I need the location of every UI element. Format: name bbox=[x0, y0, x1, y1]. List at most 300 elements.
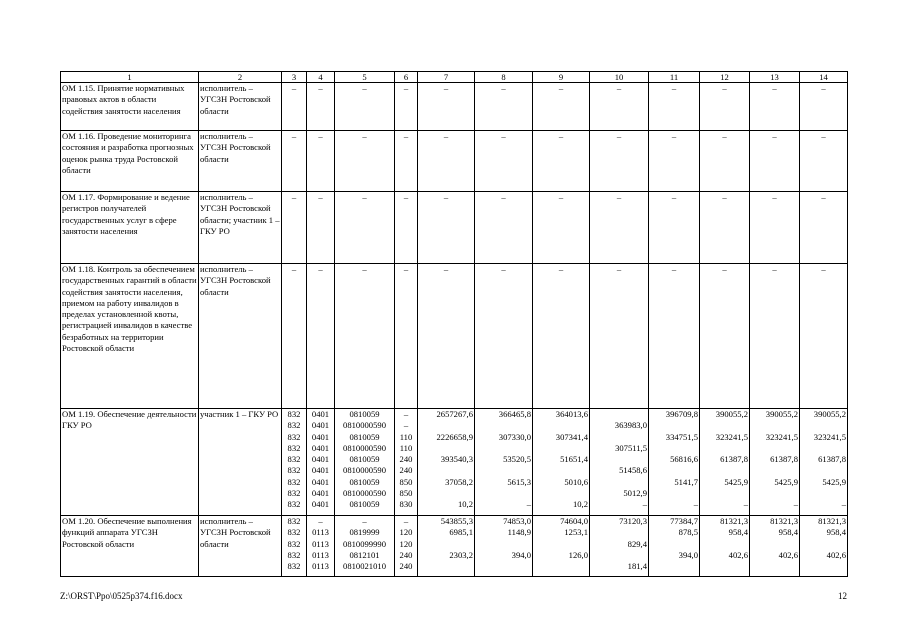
value-cell bbox=[335, 83, 395, 131]
cell-value: 51651,4 bbox=[560, 454, 588, 465]
cell-value: – bbox=[526, 499, 531, 510]
cell-value: 0401 bbox=[311, 454, 330, 465]
measure-name: ОМ 1.17. Формирование и ведение регистров получателей государственных услуг в сфере занятости населения bbox=[61, 192, 199, 264]
cell-value bbox=[534, 443, 588, 454]
cell-value: – bbox=[616, 192, 622, 202]
cell-value: – bbox=[722, 264, 727, 274]
cell-value bbox=[701, 488, 748, 499]
value-cell bbox=[475, 264, 533, 409]
cell-value: 181,4 bbox=[627, 561, 647, 572]
table-row bbox=[61, 131, 848, 192]
cell-value bbox=[419, 420, 473, 431]
cell-value: 832 bbox=[287, 527, 301, 538]
value-cell bbox=[533, 131, 590, 192]
cell-value bbox=[419, 488, 473, 499]
value-cell bbox=[649, 192, 700, 264]
cell-value: 10,2 bbox=[457, 499, 473, 510]
value-cell bbox=[750, 409, 800, 516]
cell-value: 5425,9 bbox=[724, 476, 748, 487]
cell-value: – bbox=[362, 192, 367, 202]
cell-value: – bbox=[362, 83, 367, 93]
value-cell bbox=[649, 264, 700, 409]
cell-value: 832 bbox=[287, 442, 301, 453]
value-cell bbox=[700, 192, 750, 264]
cell-value: – bbox=[841, 499, 846, 510]
column-header: 7 bbox=[418, 72, 475, 83]
cell-value: 74604,0 bbox=[560, 516, 588, 526]
value-cell bbox=[282, 516, 307, 577]
cell-value: 323241,5 bbox=[715, 431, 748, 442]
cell-value: 81321,3 bbox=[770, 516, 798, 526]
value-cell bbox=[800, 409, 848, 516]
cell-value: 0810000590 bbox=[343, 488, 386, 499]
value-cell bbox=[282, 264, 307, 409]
value-cell bbox=[418, 409, 475, 516]
cell-value bbox=[650, 443, 698, 454]
cell-value: 240 bbox=[399, 561, 413, 572]
cell-value: 393540,3 bbox=[440, 454, 473, 465]
cell-value: 334751,5 bbox=[665, 431, 698, 442]
cell-value: 832 bbox=[287, 561, 301, 572]
value-cell bbox=[335, 409, 395, 516]
cell-value: – bbox=[722, 83, 727, 93]
value-cell bbox=[282, 192, 307, 264]
cell-value bbox=[419, 465, 473, 476]
value-cell bbox=[700, 264, 750, 409]
cell-value bbox=[751, 420, 798, 431]
cell-value: – bbox=[362, 264, 367, 274]
cell-value bbox=[650, 488, 698, 499]
column-header: 14 bbox=[800, 72, 848, 83]
cell-value: – bbox=[793, 499, 798, 510]
cell-value: 832 bbox=[287, 499, 301, 510]
value-cell bbox=[800, 131, 848, 192]
cell-value: 832 bbox=[287, 516, 301, 526]
cell-value: – bbox=[403, 409, 409, 419]
cell-value: 0810099990 bbox=[343, 538, 386, 549]
cell-value: 829,4 bbox=[627, 538, 647, 549]
cell-value: 0401 bbox=[311, 409, 330, 419]
value-cell bbox=[800, 83, 848, 131]
cell-value: 126,0 bbox=[568, 549, 588, 560]
cell-value: 0810059 bbox=[349, 431, 380, 442]
table-row bbox=[61, 192, 848, 264]
cell-value: 61387,8 bbox=[770, 454, 798, 465]
cell-value: 832 bbox=[287, 465, 301, 476]
cell-value: – bbox=[558, 83, 564, 93]
cell-value bbox=[650, 465, 698, 476]
cell-value: 307511,5 bbox=[615, 442, 647, 453]
column-header: 12 bbox=[700, 72, 750, 83]
cell-value bbox=[476, 420, 531, 431]
value-cell bbox=[590, 192, 649, 264]
cell-value bbox=[591, 550, 647, 561]
column-header: 2 bbox=[199, 72, 282, 83]
value-cell bbox=[395, 264, 418, 409]
value-cell bbox=[335, 264, 395, 409]
cell-value: 0810000590 bbox=[343, 465, 386, 476]
column-header: 13 bbox=[750, 72, 800, 83]
value-cell bbox=[335, 131, 395, 192]
measure-name: ОМ 1.16. Проведение мониторинга состояния и разработка прогнозных оценок рынка труда Ростовской области bbox=[61, 131, 199, 192]
value-cell bbox=[307, 131, 335, 192]
cell-value: 323241,5 bbox=[813, 431, 846, 442]
cell-value bbox=[751, 561, 798, 572]
cell-value: – bbox=[403, 264, 409, 274]
value-cell bbox=[533, 192, 590, 264]
cell-value: – bbox=[772, 192, 777, 202]
cell-value: – bbox=[671, 83, 677, 93]
cell-value: 61387,8 bbox=[818, 454, 846, 465]
value-cell bbox=[533, 516, 590, 577]
cell-value: 0819999 bbox=[349, 527, 380, 538]
cell-value: – bbox=[318, 516, 323, 526]
column-header: 9 bbox=[533, 72, 590, 83]
cell-value: – bbox=[558, 192, 564, 202]
cell-value bbox=[801, 443, 846, 454]
value-cell bbox=[395, 516, 418, 577]
value-cell bbox=[307, 264, 335, 409]
cell-value: 850 bbox=[399, 488, 413, 499]
cell-value: – bbox=[821, 83, 826, 93]
value-cell bbox=[395, 131, 418, 192]
cell-value: 830 bbox=[399, 499, 413, 510]
cell-value: 5012,9 bbox=[623, 488, 647, 499]
cell-value: 390055,2 bbox=[813, 409, 846, 419]
column-header: 3 bbox=[282, 72, 307, 83]
value-cell bbox=[418, 264, 475, 409]
cell-value: 307330,0 bbox=[498, 431, 531, 442]
cell-value bbox=[591, 432, 647, 443]
value-cell bbox=[307, 409, 335, 516]
cell-value: 120 bbox=[399, 538, 413, 549]
cell-value: – bbox=[443, 83, 449, 93]
cell-value: 364013,6 bbox=[555, 409, 588, 419]
cell-value: 0810059 bbox=[349, 476, 380, 487]
column-header: 6 bbox=[395, 72, 418, 83]
cell-value: 5141,7 bbox=[674, 476, 698, 487]
cell-value: 832 bbox=[287, 538, 301, 549]
cell-value: 0810059 bbox=[349, 409, 380, 419]
budget-table bbox=[60, 71, 848, 577]
value-cell bbox=[750, 516, 800, 577]
cell-value bbox=[476, 488, 531, 499]
cell-value bbox=[476, 443, 531, 454]
executor: исполнитель – УГСЗН Ростовской области bbox=[199, 131, 282, 192]
value-cell bbox=[533, 264, 590, 409]
cell-value: 958,4 bbox=[778, 527, 798, 538]
cell-value: – bbox=[772, 131, 777, 141]
cell-value bbox=[534, 561, 588, 572]
cell-value: – bbox=[501, 192, 506, 202]
cell-value bbox=[534, 539, 588, 550]
cell-value: 307341,4 bbox=[555, 431, 588, 442]
measure-name: ОМ 1.20. Обеспечение выполнения функций аппарата УГСЗН Ростовской области bbox=[61, 516, 199, 577]
cell-value: 56816,6 bbox=[670, 454, 698, 465]
cell-value: – bbox=[362, 516, 367, 526]
cell-value: 396709,8 bbox=[665, 409, 698, 419]
executor: исполнитель – УГСЗН Ростовской области bbox=[199, 264, 282, 409]
column-header: 1 bbox=[61, 72, 199, 83]
cell-value: 120 bbox=[399, 527, 413, 538]
cell-value bbox=[534, 420, 588, 431]
cell-value: 5010,6 bbox=[564, 476, 588, 487]
value-cell bbox=[335, 192, 395, 264]
value-cell bbox=[700, 516, 750, 577]
cell-value: 0113 bbox=[312, 561, 329, 572]
cell-value bbox=[534, 465, 588, 476]
executor: исполнитель – УГСЗН Ростовской области bbox=[199, 83, 282, 131]
cell-value bbox=[591, 527, 647, 538]
cell-value: 832 bbox=[287, 454, 301, 465]
value-cell bbox=[750, 83, 800, 131]
cell-value: 0401 bbox=[311, 442, 330, 453]
measure-name: ОМ 1.15. Принятие нормативных правовых актов в области содействия занятости населения bbox=[61, 83, 199, 131]
cell-value: 958,4 bbox=[826, 527, 846, 538]
value-cell bbox=[307, 516, 335, 577]
cell-value: – bbox=[772, 83, 777, 93]
cell-value bbox=[701, 465, 748, 476]
cell-value: 832 bbox=[287, 420, 301, 431]
value-cell bbox=[750, 192, 800, 264]
cell-value: 363983,0 bbox=[614, 420, 647, 431]
value-cell bbox=[649, 409, 700, 516]
cell-value: – bbox=[318, 131, 323, 141]
cell-value: 543855,3 bbox=[440, 516, 473, 526]
executor: исполнитель – УГСЗН Ростовской области; участник 1 – ГКУ РО bbox=[199, 192, 282, 264]
cell-value: – bbox=[443, 192, 449, 202]
measure-name: ОМ 1.19. Обеспечение деятельности ГКУ РО bbox=[61, 409, 199, 516]
cell-value: 240 bbox=[399, 465, 413, 476]
column-header: 8 bbox=[475, 72, 533, 83]
cell-value: 2303,2 bbox=[449, 549, 473, 560]
cell-value: – bbox=[821, 192, 826, 202]
file-path: Z:\ORST\Ppo\0525p374.f16.docx bbox=[60, 591, 183, 601]
cell-value bbox=[476, 561, 531, 572]
cell-value bbox=[801, 561, 846, 572]
cell-value bbox=[419, 561, 473, 572]
executor: исполнитель – УГСЗН Ростовской области bbox=[199, 516, 282, 577]
cell-value: – bbox=[558, 264, 564, 274]
value-cell bbox=[533, 409, 590, 516]
cell-value: – bbox=[671, 192, 677, 202]
cell-value: 402,6 bbox=[778, 549, 798, 560]
cell-value: – bbox=[443, 264, 449, 274]
cell-value: – bbox=[671, 131, 677, 141]
cell-value: 81321,3 bbox=[818, 516, 846, 526]
value-cell bbox=[418, 83, 475, 131]
cell-value: 0812101 bbox=[349, 549, 380, 560]
value-cell bbox=[282, 83, 307, 131]
cell-value: 850 bbox=[399, 476, 413, 487]
value-cell bbox=[700, 83, 750, 131]
cell-value bbox=[801, 420, 846, 431]
value-cell bbox=[282, 131, 307, 192]
cell-value: 0401 bbox=[311, 488, 330, 499]
value-cell bbox=[649, 131, 700, 192]
cell-value bbox=[650, 561, 698, 572]
cell-value: – bbox=[693, 499, 698, 510]
cell-value bbox=[650, 420, 698, 431]
cell-value: 390055,2 bbox=[715, 409, 748, 419]
cell-value: – bbox=[318, 83, 323, 93]
value-cell bbox=[649, 83, 700, 131]
cell-value: 0113 bbox=[312, 538, 329, 549]
cell-value: 323241,5 bbox=[765, 431, 798, 442]
value-cell bbox=[590, 409, 649, 516]
cell-value: – bbox=[743, 499, 748, 510]
column-header: 5 bbox=[335, 72, 395, 83]
cell-value: 10,2 bbox=[572, 499, 588, 510]
cell-value bbox=[701, 539, 748, 550]
cell-value: 2226658,9 bbox=[436, 431, 473, 442]
cell-value: – bbox=[291, 83, 297, 93]
cell-value: 0401 bbox=[311, 431, 330, 442]
value-cell bbox=[590, 131, 649, 192]
cell-value: – bbox=[616, 264, 622, 274]
cell-value bbox=[701, 420, 748, 431]
cell-value: 0810000590 bbox=[343, 442, 386, 453]
value-cell bbox=[395, 83, 418, 131]
value-cell bbox=[700, 409, 750, 516]
table-row bbox=[61, 409, 848, 516]
page-number: 12 bbox=[838, 591, 847, 601]
cell-value: 53520,5 bbox=[503, 454, 531, 465]
cell-value bbox=[591, 409, 647, 420]
cell-value: – bbox=[291, 264, 297, 274]
cell-value bbox=[701, 561, 748, 572]
value-cell bbox=[590, 264, 649, 409]
cell-value: 0401 bbox=[311, 476, 330, 487]
cell-value bbox=[801, 488, 846, 499]
cell-value: 0401 bbox=[311, 499, 330, 510]
cell-value: 832 bbox=[287, 431, 301, 442]
cell-value: – bbox=[291, 131, 297, 141]
cell-value: 402,6 bbox=[826, 549, 846, 560]
cell-value bbox=[701, 443, 748, 454]
cell-value: 81321,3 bbox=[720, 516, 748, 526]
value-cell bbox=[395, 409, 418, 516]
cell-value: 390055,2 bbox=[765, 409, 798, 419]
value-cell bbox=[395, 192, 418, 264]
cell-value: – bbox=[671, 264, 677, 274]
value-cell bbox=[700, 131, 750, 192]
cell-value: 394,0 bbox=[678, 549, 698, 560]
measure-name: ОМ 1.18. Контроль за обеспечением государственных гарантий в области содействия занятости населения, приемом на работу инвалидов в пределах установленной квоты, регистрацией инвалидов в качестве безработных на территории Ростовской области bbox=[61, 264, 199, 409]
cell-value: 832 bbox=[287, 488, 301, 499]
cell-value: 1148,9 bbox=[507, 527, 531, 538]
value-cell bbox=[800, 192, 848, 264]
cell-value: 5425,9 bbox=[822, 476, 846, 487]
cell-value: 73120,3 bbox=[619, 516, 647, 526]
value-cell bbox=[750, 131, 800, 192]
cell-value: – bbox=[558, 131, 564, 141]
cell-value: 0810021010 bbox=[343, 561, 386, 572]
value-cell bbox=[475, 131, 533, 192]
cell-value: – bbox=[772, 264, 777, 274]
table-row bbox=[61, 83, 848, 131]
cell-value: 958,4 bbox=[728, 527, 748, 538]
cell-value bbox=[534, 488, 588, 499]
value-cell bbox=[282, 409, 307, 516]
cell-value: – bbox=[403, 192, 409, 202]
cell-value bbox=[751, 465, 798, 476]
cell-value: 77384,7 bbox=[670, 516, 698, 526]
cell-value bbox=[476, 539, 531, 550]
cell-value bbox=[591, 454, 647, 465]
cell-value: 0401 bbox=[311, 420, 330, 431]
cell-value: – bbox=[501, 83, 506, 93]
value-cell bbox=[475, 83, 533, 131]
cell-value: – bbox=[501, 131, 506, 141]
cell-value: – bbox=[501, 264, 506, 274]
value-cell bbox=[533, 83, 590, 131]
cell-value: 110 bbox=[399, 442, 413, 453]
value-cell bbox=[750, 264, 800, 409]
column-header: 4 bbox=[307, 72, 335, 83]
value-cell bbox=[418, 131, 475, 192]
cell-value: – bbox=[443, 131, 449, 141]
cell-value: 0113 bbox=[312, 527, 329, 538]
cell-value: 1253,1 bbox=[564, 527, 588, 538]
value-cell bbox=[418, 192, 475, 264]
cell-value: 0113 bbox=[312, 549, 329, 560]
cell-value: – bbox=[722, 192, 727, 202]
cell-value: – bbox=[318, 192, 323, 202]
cell-value bbox=[801, 539, 846, 550]
cell-value: 240 bbox=[399, 549, 413, 560]
cell-value: 37058,2 bbox=[445, 476, 473, 487]
table-row bbox=[61, 264, 848, 409]
cell-value: – bbox=[616, 83, 622, 93]
value-cell bbox=[590, 83, 649, 131]
cell-value: – bbox=[291, 192, 297, 202]
value-cell bbox=[335, 516, 395, 577]
cell-value: 832 bbox=[287, 476, 301, 487]
header-row bbox=[61, 72, 848, 83]
cell-value: – bbox=[821, 264, 826, 274]
column-header: 11 bbox=[649, 72, 700, 83]
cell-value: – bbox=[403, 516, 409, 526]
column-header: 10 bbox=[590, 72, 649, 83]
cell-value: 6985,1 bbox=[449, 527, 473, 538]
cell-value: 51458,6 bbox=[619, 465, 647, 476]
cell-value bbox=[801, 465, 846, 476]
cell-value bbox=[476, 465, 531, 476]
value-cell bbox=[475, 192, 533, 264]
cell-value: 2657267,6 bbox=[436, 409, 473, 419]
cell-value: – bbox=[722, 131, 727, 141]
cell-value bbox=[751, 443, 798, 454]
executor: участник 1 – ГКУ РО bbox=[199, 409, 282, 516]
cell-value: – bbox=[318, 264, 323, 274]
value-cell bbox=[418, 516, 475, 577]
value-cell bbox=[475, 516, 533, 577]
cell-value: 366465,8 bbox=[498, 409, 531, 419]
value-cell bbox=[475, 409, 533, 516]
value-cell bbox=[590, 516, 649, 577]
table-row bbox=[61, 516, 848, 577]
cell-value bbox=[419, 443, 473, 454]
cell-value: 61387,8 bbox=[720, 454, 748, 465]
cell-value: – bbox=[616, 131, 622, 141]
cell-value: – bbox=[821, 131, 826, 141]
cell-value: 110 bbox=[399, 431, 413, 442]
cell-value: 394,0 bbox=[511, 549, 531, 560]
cell-value: 878,5 bbox=[678, 527, 698, 538]
cell-value: 832 bbox=[287, 549, 301, 560]
cell-value: – bbox=[403, 420, 409, 431]
